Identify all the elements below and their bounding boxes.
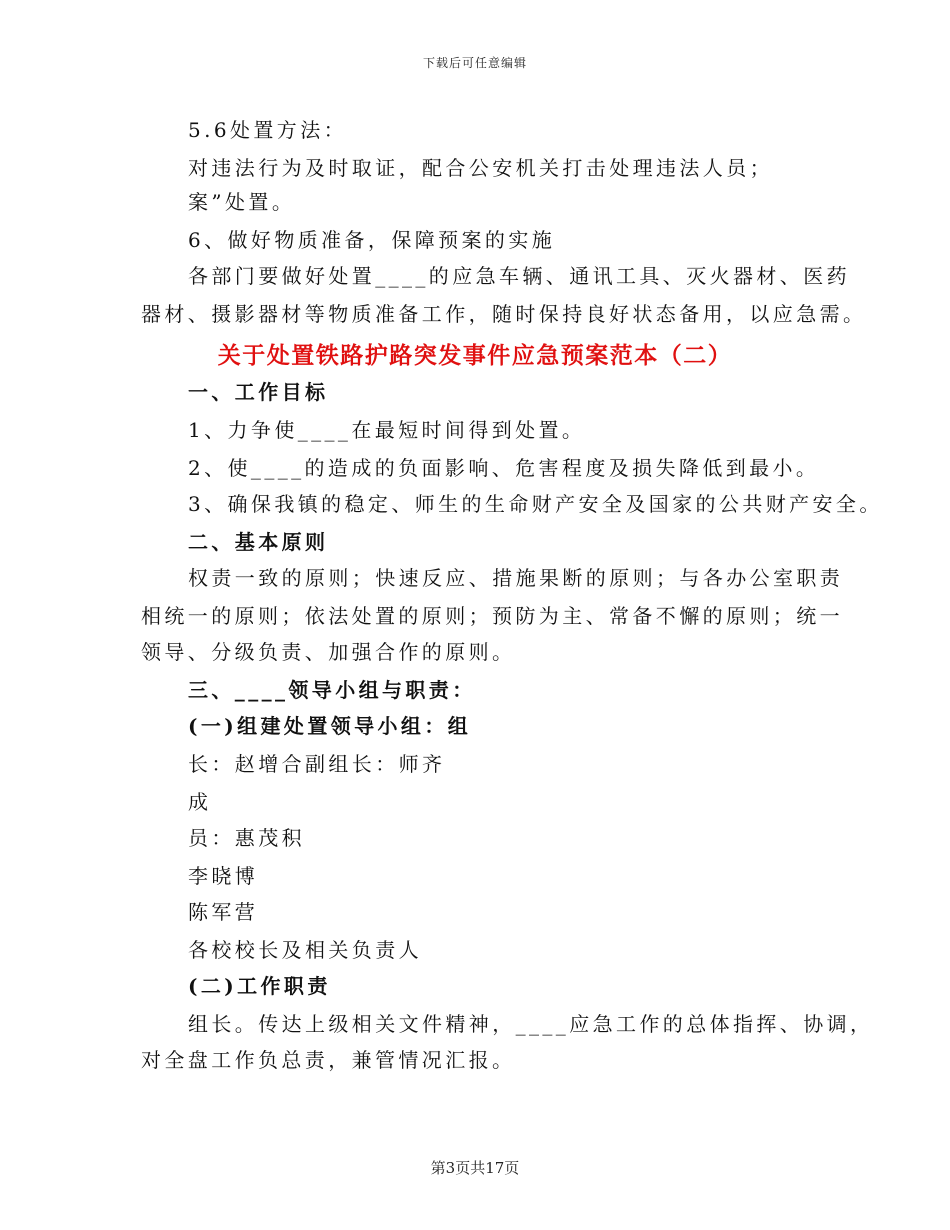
section-heading: (二)工作职责 [188, 974, 331, 998]
text-line: 2、使____的造成的负面影响、危害程度及损失降低到最小。 [188, 456, 820, 480]
text-line: 组长。传达上级相关文件精神，____应急工作的总体指挥、协调， [188, 1012, 874, 1036]
page-footer: 第3页共17页 [430, 1159, 520, 1177]
text-line: 李晓博 [188, 864, 259, 888]
text-line: 5.6处置方法： [188, 118, 348, 142]
text-line: 领导、分级负责、加强合作的原则。 [141, 640, 516, 664]
text-line: 对违法行为及时取证，配合公安机关打击处理违法人员； [188, 156, 773, 180]
page-header: 下载后可任意编辑 [422, 56, 527, 70]
text-line: 各校校长及相关负责人 [188, 938, 422, 962]
section-heading: 一、工作目标 [188, 380, 329, 404]
text-line: 员：惠茂积 [188, 826, 305, 850]
text-line: 案”处置。 [188, 190, 296, 214]
section-heading: 三、____领导小组与职责： [188, 678, 476, 702]
text-line: 长：赵增合副组长：师齐 [188, 752, 446, 776]
text-line: 6、做好物质准备，保障预案的实施 [188, 228, 556, 252]
text-line: 各部门要做好处置____的应急车辆、通讯工具、灭火器材、医药 [188, 264, 850, 288]
text-line: 成 [188, 790, 212, 814]
text-line: 权责一致的原则；快速反应、措施果断的原则；与各办公室职责 [188, 566, 844, 590]
text-line: 器材、摄影器材等物质准备工作，随时保持良好状态备用，以应急需。 [141, 302, 867, 326]
document-title: 关于处置铁路护路突发事件应急预案范本（二） [217, 342, 733, 369]
text-line: 相统一的原则；依法处置的原则；预防为主、常备不懈的原则；统一 [141, 604, 843, 628]
section-heading: 二、基本原则 [188, 530, 329, 554]
text-line: 3、确保我镇的稳定、师生的生命财产安全及国家的公共财产安全。 [188, 492, 883, 516]
text-line: 1、力争使____在最短时间得到处置。 [188, 418, 586, 442]
text-line: 陈军营 [188, 900, 259, 924]
text-line: 对全盘工作负总责，兼管情况汇报。 [141, 1048, 516, 1072]
section-heading: (一)组建处置领导小组：组 [188, 714, 472, 738]
